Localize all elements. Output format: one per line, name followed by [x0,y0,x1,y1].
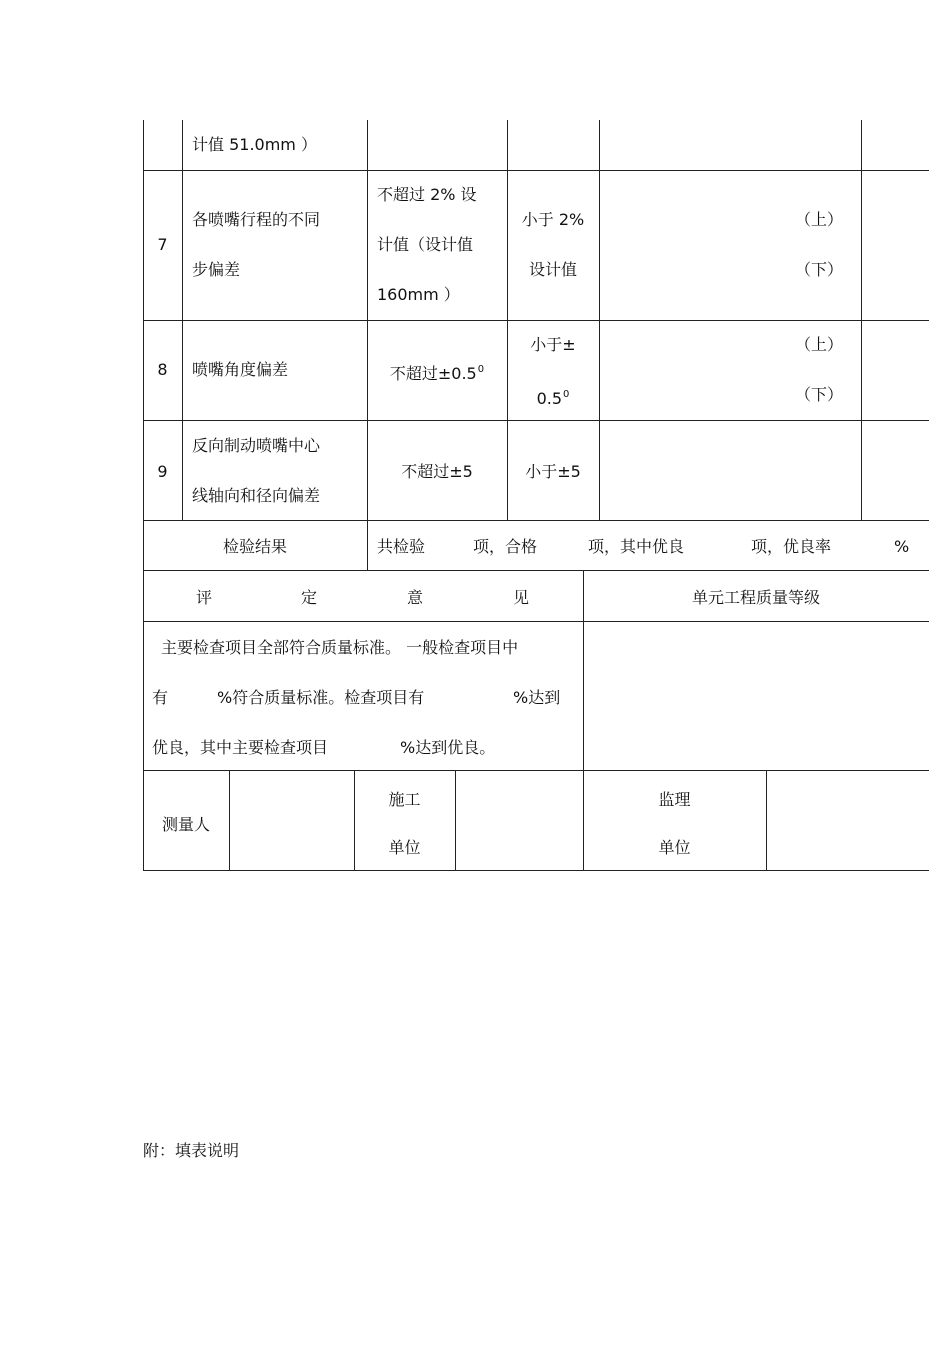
inspection-table [143,120,929,871]
upper-label: （上） [794,210,843,229]
row-number: 7 [157,235,168,254]
result-text: 共检验 [377,537,426,556]
opinion-text: %达到优良。 [400,738,496,757]
quality-standard: 计值（设计值 [377,235,474,254]
opinion-header: 意 [407,588,424,607]
opinion-text: 主要检查项目全部符合质量标准。 一般检查项目中 [161,638,519,657]
opinion-text: 有 [152,688,169,707]
lower-label: （下） [794,260,843,279]
row-number: 9 [157,462,168,481]
surveyor-label: 测量人 [161,815,210,834]
quality-standard: 不超过$\pm 0.5^0$ [389,364,485,383]
appendix-heading: 附：填表说明 [143,1141,240,1160]
upper-label: （上） [794,335,843,354]
result-text: % [894,537,910,556]
opinion-text: 优良，其中主要检查项目 [152,738,329,757]
result-text: 项，其中优良 [588,537,685,556]
result-text: 项，优良率 [751,537,832,556]
item-continuation: 计值 51.0mm ） [192,135,317,154]
supervision-unit-label: 单位 [658,838,691,857]
quality-standard: 160mm ） [377,285,460,304]
quality-standard: 不超过±5 [401,462,473,481]
excellent-standard: 设计值 [528,260,577,279]
result-label: 检验结果 [222,537,287,556]
supervision-unit-label: 监理 [658,790,691,809]
check-item: 线轴向和径向偏差 [192,486,321,505]
result-text: 项，合格 [473,537,538,556]
opinion-text: %符合质量标准。检查项目有 [217,688,425,707]
opinion-text: %达到 [513,688,561,707]
row-number: 8 [157,360,168,379]
excellent-standard: 小于 2% [521,210,585,229]
excellent-standard: $0.5^0$ [536,389,570,408]
construction-unit-label: 单位 [388,838,421,857]
grade-header: 单元工程质量等级 [691,588,820,607]
check-item: 步偏差 [192,260,241,279]
opinion-header: 见 [513,588,530,607]
lower-label: （下） [794,385,843,404]
excellent-standard: 小于±5 [525,462,581,481]
opinion-header: 定 [301,588,318,607]
check-item: 反向制动喷嘴中心 [192,436,321,455]
quality-standard: 不超过 2% 设 [377,185,477,204]
check-item: 各喷嘴行程的不同 [192,210,321,229]
excellent-standard: 小于± [530,335,576,354]
opinion-header: 评 [196,588,213,607]
construction-unit-label: 施工 [388,790,421,809]
check-item: 喷嘴角度偏差 [192,360,289,379]
